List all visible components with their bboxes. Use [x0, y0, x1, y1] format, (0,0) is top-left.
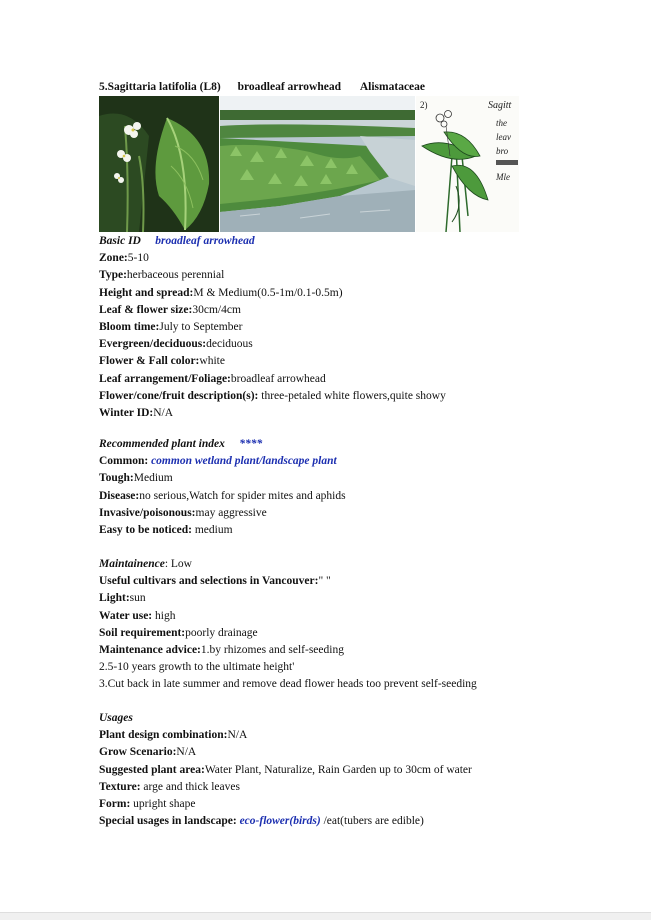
row-special-usages: Special usages in landscape: eco-flower(birds) /eat(tubers are edible) [99, 815, 424, 828]
row-bloom-time: Bloom time:July to September [99, 320, 243, 333]
row-type: Type:herbaceous perennial [99, 269, 225, 282]
row-disease: Disease:no serious,Watch for spider mites and aphids [99, 489, 346, 502]
special-usage-link: eco-flower(birds) [239, 815, 321, 828]
basic-id-name: broadleaf arrowhead [155, 235, 255, 247]
document-header [99, 80, 539, 95]
maintenance-heading: Maintainence: Low [99, 558, 192, 570]
rating-stars: **** [239, 438, 263, 450]
row-flower-description: Flower/cone/fruit description(s): three-petaled white flowers,quite showy [99, 389, 446, 402]
row-winter-id: Winter ID:N/A [99, 406, 174, 419]
row-leaf-flower-size: Leaf & flower size:30cm/4cm [99, 303, 241, 316]
sketch-label-genus: Sagitt [488, 100, 512, 111]
basic-id-title: Basic ID [99, 235, 141, 247]
title-line [99, 80, 539, 95]
sketch-note-1: the [496, 118, 507, 128]
row-tough: Tough:Medium [99, 472, 173, 485]
wetland-landscape-photo [220, 96, 415, 232]
sketch-label-number: 2) [420, 100, 428, 110]
row-maintenance-advice: Maintenance advice:1.by rhizomes and self-seeding [99, 643, 344, 656]
usages-heading [99, 710, 472, 727]
row-cultivars: Useful cultivars and selections in Vancouver:" " [99, 575, 331, 588]
row-height-spread: Height and spread:M & Medium(0.5-1m/0.1-0.5m) [99, 286, 343, 299]
row-light: Light:sun [99, 592, 146, 605]
row-common: Common: common wetland plant/landscape plant [99, 455, 337, 468]
usages-title: Usages [99, 712, 133, 724]
row-texture: Texture: arge and thick leaves [99, 780, 240, 793]
row-grow-scenario: Grow Scenario:N/A [99, 746, 197, 759]
hand-sketch [416, 96, 519, 232]
row-flower-color: Flower & Fall color:white [99, 355, 225, 368]
maintenance-title: Maintainence [99, 558, 165, 570]
row-form: Form: upright shape [99, 797, 196, 810]
leaf-closeup-photo [99, 96, 219, 232]
row-zone: Zone:5-10 [99, 252, 149, 265]
row-leaf-arrangement: Leaf arrangement/Foliage:broadleaf arrowhead [99, 372, 326, 385]
sketch-note-4: Mle [496, 172, 510, 182]
maintenance-section [99, 556, 477, 694]
basic-id-section [99, 233, 446, 422]
recommended-section [99, 436, 346, 539]
photo-strip [99, 96, 519, 232]
usages-section [99, 710, 472, 830]
family-name: Alismataceae [359, 81, 426, 93]
basic-id-heading [99, 233, 446, 250]
row-water-use: Water use: high [99, 609, 176, 622]
sketch-note-2: leav [496, 132, 511, 142]
row-invasive: Invasive/poisonous:may aggressive [99, 506, 267, 519]
common-name: broadleaf arrowhead [237, 81, 341, 93]
species-name: 5.Sagittaria latifolia (L8) [99, 81, 221, 93]
row-plant-area: Suggested plant area:Water Plant, Naturalize, Rain Garden up to 30cm of water [99, 763, 472, 776]
recommended-title: Recommended plant index [99, 438, 225, 450]
row-easy-noticed: Easy to be noticed: medium [99, 523, 233, 536]
recommended-heading [99, 436, 346, 453]
advice-line-3: 3.Cut back in late summer and remove dead flower heads too prevent self-seeding [99, 678, 477, 691]
row-soil: Soil requirement:poorly drainage [99, 626, 258, 639]
sketch-note-3: bro [496, 146, 509, 156]
row-evergreen: Evergreen/deciduous:deciduous [99, 338, 253, 351]
advice-line-2: 2.5-10 years growth to the ultimate height' [99, 661, 295, 674]
row-design-combination: Plant design combination:N/A [99, 729, 248, 742]
